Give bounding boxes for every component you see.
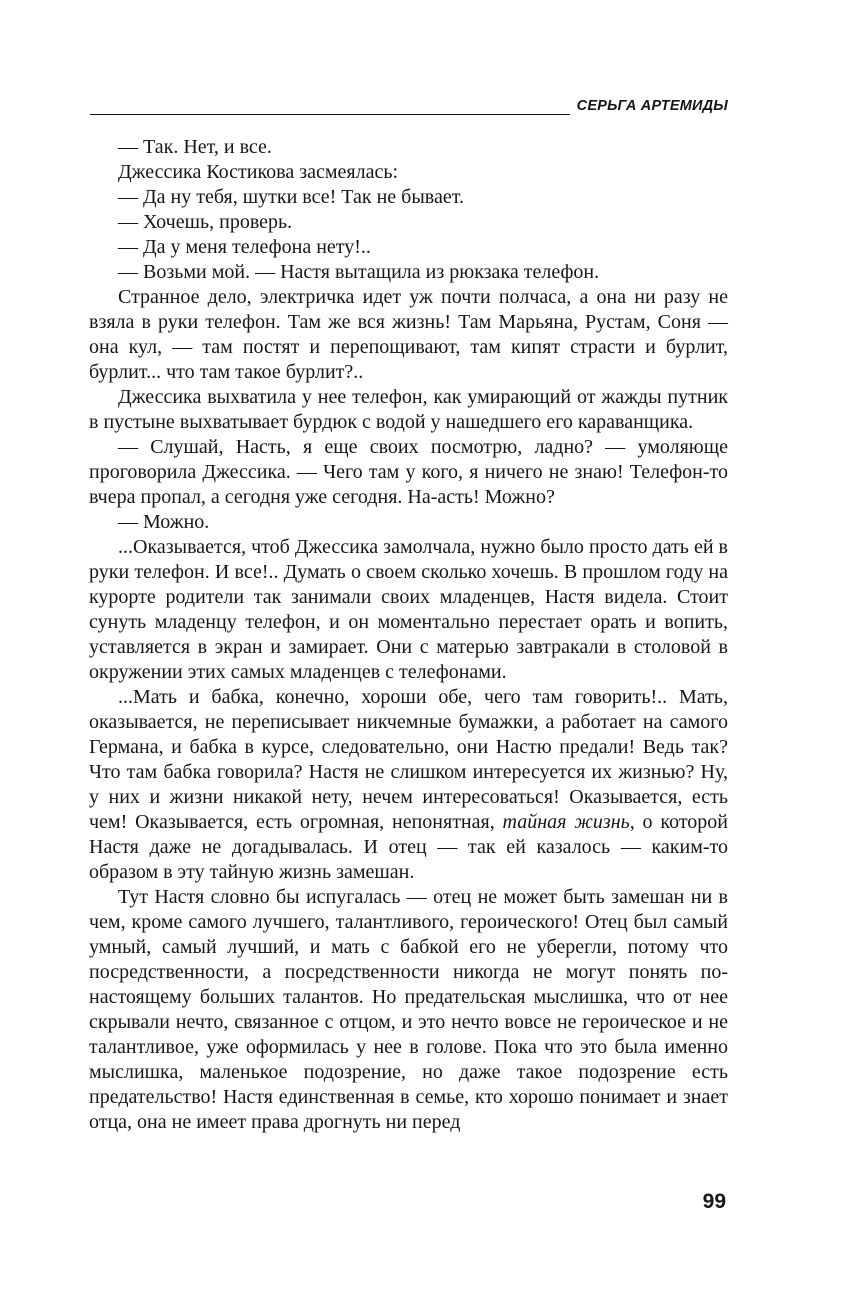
paragraph: — Можно. — [118, 511, 210, 533]
emphasis-text: тайная жизнь — [502, 811, 630, 833]
paragraph: — Да у меня телефона нету!.. — [118, 236, 371, 258]
paragraph: — Возьми мой. — Настя вытащила из рюкзака телефон. — [118, 261, 600, 283]
paragraph: Джессика Костикова засмеялась: — [118, 161, 399, 183]
paragraph-text: ...Мать и бабка, конечно, хороши обе, чего там говорить!.. Мать, оказывается, не переписывает никчемные бумажки, а работает на самого Германа, и бабка в курсе, следовательно, они Настю предали! Ведь так? Что там бабка говорила? Настя не слишком интересуется их жизнью? Ну, у них и жизни никакой нету, нечем интересоваться! Оказывается, есть чем! Оказывается, есть огромная, непонятная, — [89, 686, 728, 833]
paragraph: ...Оказывается, чтоб Джессика замолчала, нужно было просто дать ей в руки телефон. И все!.. Думать о своем сколько хочешь. В прошлом году на курорте родители так занимали своих младенцев, Настя видела. Стоит сунуть младенцу телефон, и он моментально перестает орать и вопить, уставляется в экран и замирает. Они с матерью завтракали в столовой в окружении этих самых младенцев с телефонами. — [89, 536, 728, 683]
page-number: 99 — [702, 1190, 726, 1213]
paragraph: — Хочешь, проверь. — [118, 211, 293, 233]
paragraph-text: , о которой Настя даже не догадывалась. И отец — так ей казалось — каким-то образом в эту тайную жизнь замешан. — [89, 811, 728, 883]
page-header — [90, 96, 728, 122]
header-rule — [90, 114, 570, 115]
running-title: СЕРЬГА АРТЕМИДЫ — [576, 98, 728, 114]
body-text — [89, 135, 728, 1135]
paragraph: — Да ну тебя, шутки все! Так не бывает. — [118, 186, 464, 208]
paragraph: — Слушай, Насть, я еще своих посмотрю, ладно? — умоляюще проговорила Джессика. — Чего там у кого, я ничего не знаю! Телефон-то вчера пропал, а сегодня уже сегодня. На-асть! Можно? — [89, 436, 728, 508]
paragraph: — Так. Нет, и все. — [118, 136, 272, 158]
paragraph: Странное дело, электричка идет уж почти полчаса, а она ни разу не взяла в руки телефон. Там же вся жизнь! Там Марьяна, Рустам, Соня — она кул, — там постят и перепощивают, там кипят страсти и бурлит, бурлит... что там такое бурлит?.. — [89, 286, 728, 383]
paragraph: Джессика выхватила у нее телефон, как умирающий от жажды путник в пустыне выхватывает бурдюк с водой у нашедшего его караванщика. — [89, 386, 728, 433]
paragraph: Тут Настя словно бы испугалась — отец не может быть замешан ни в чем, кроме самого лучшего, талантливого, героического! Отец был самый умный, самый лучший, и мать с бабкой его не уберегли, потому что посредственности, а посредственности никогда не могут понять по-настоящему больших талантов. Но предательская мыслишка, что от нее скрывали нечто, связанное с отцом, и это нечто вовсе не героическое и не талантливое, уже оформилась у нее в голове. Пока что это была именно мыслишка, маленькое подозрение, но даже такое подозрение есть предательство! Настя единственная в семье, кто хорошо понимает и знает отца, она не имеет права дрогнуть ни перед — [89, 886, 728, 1133]
paragraph-mother — [89, 685, 728, 885]
